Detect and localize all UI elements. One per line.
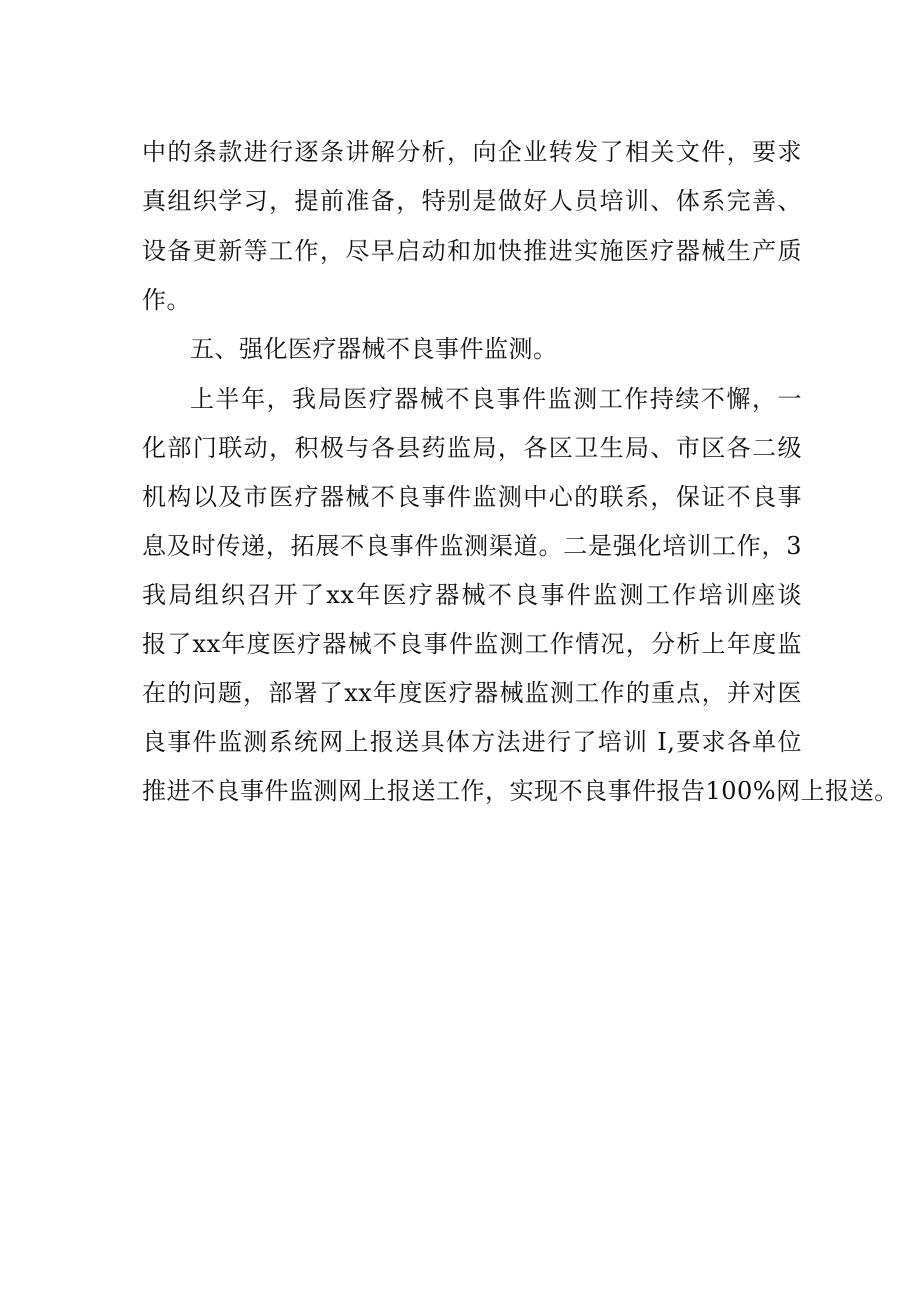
paragraph-2-line-9: 推进不良事件监测网上报送工作，实现不良事件报告100%网上报送。 bbox=[142, 777, 899, 805]
paragraph-1-line-1: 中的条款进行逐条讲解分析，向企业转发了相关文件，要求 bbox=[142, 138, 802, 166]
paragraph-1-line-2: 真组织学习，提前准备，特别是做好人员培训、体系完善、 bbox=[142, 187, 802, 215]
paragraph-2-line-8: 良事件监测系统网上报送具体方法进行了培训 I,要求各单位 bbox=[142, 728, 802, 756]
paragraph-2-line-1: 上半年，我局医疗器械不良事件监测工作持续不懈，一 bbox=[190, 385, 802, 413]
paragraph-1-line-3: 设备更新等工作，尽早启动和加快推进实施医疗器械生产质 bbox=[142, 237, 802, 265]
paragraph-2-line-2: 化部门联动，积极与各县药监局，各区卫生局、市区各二级 bbox=[142, 434, 802, 462]
paragraph-2-line-7: 在的问题，部署了xx年度医疗器械监测工作的重点，并对医 bbox=[142, 679, 802, 707]
paragraph-2-line-5: 我局组织召开了xx年医疗器械不良事件监测工作培训座谈 bbox=[142, 581, 802, 609]
section-heading: 五、强化医疗器械不良事件监测。 bbox=[190, 335, 558, 363]
paragraph-2-line-3: 机构以及市医疗器械不良事件监测中心的联系，保证不良事 bbox=[142, 483, 802, 511]
paragraph-1-line-4: 作。 bbox=[142, 286, 191, 314]
paragraph-2-line-6: 报了xx年度医疗器械不良事件监测工作情况，分析上年度监 bbox=[142, 630, 802, 658]
paragraph-2-line-4: 息及时传递，拓展不良事件监测渠道。二是强化培训工作，3 bbox=[142, 532, 802, 560]
